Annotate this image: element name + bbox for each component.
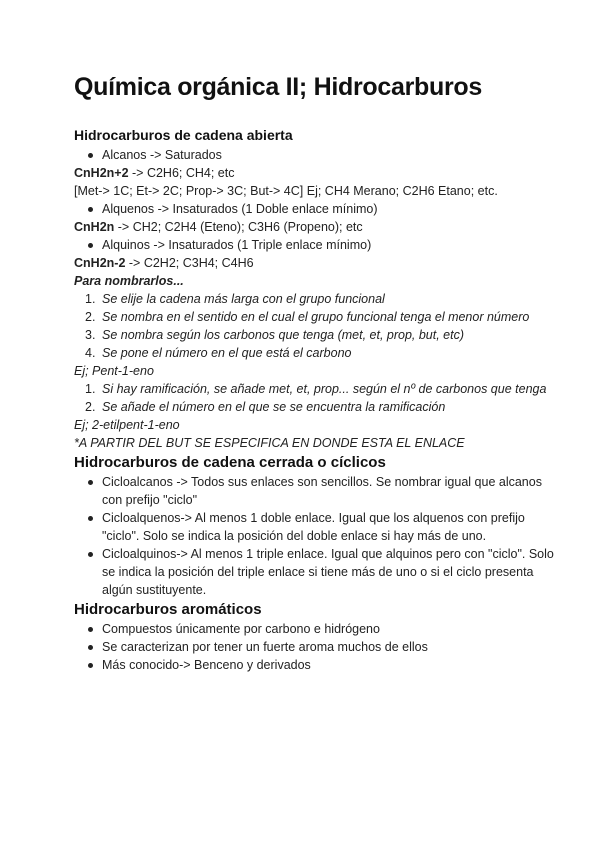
step-text: Se elije la cadena más larga con el grupo funcional (102, 292, 385, 306)
naming-step (85, 290, 561, 308)
enlace-note: *A PARTIR DEL BUT SE ESPECIFICA EN DONDE ESTA EL ENLACE (74, 436, 465, 450)
list-item: Más conocido-> Benceno y derivados (102, 656, 561, 674)
list-item: Compuestos únicamente por carbono e hidrógeno (102, 620, 561, 638)
alkenes-formula-line (74, 218, 561, 236)
step-text: Si hay ramificación, se añade met, et, prop... según el nº de carbonos que tenga (102, 382, 547, 396)
naming-steps-list (74, 290, 561, 362)
list-item: Se caracterizan por tener un fuerte aroma muchos de ellos (102, 638, 561, 656)
aromatic-list (74, 620, 561, 674)
section-heading-aromatic: Hidrocarburos aromáticos (74, 601, 262, 618)
alkynes-bullet: Alquinos -> Insaturados (1 Triple enlace mínimo) (102, 236, 561, 254)
naming-label: Para nombrarlos... (74, 274, 184, 288)
step-number: 1. (85, 382, 96, 396)
page-title: Química orgánica II; Hidrocarburos (74, 73, 482, 101)
example-2-etilpent-1-eno: Ej; 2-etilpent-1-eno (74, 418, 180, 432)
alkenes-list (74, 200, 561, 218)
alkynes-formula-examples: -> C2H2; C3H4; C4H6 (125, 256, 254, 270)
alkanes-list (74, 146, 561, 164)
branch-step (85, 398, 561, 416)
alkynes-formula: CnH2n-2 (74, 256, 126, 270)
step-number: 4. (85, 346, 96, 360)
alkanes-formula-line (74, 164, 561, 182)
alkanes-formula-examples: -> C2H6; CH4; etc (128, 166, 235, 180)
section-heading-open-chain: Hidrocarburos de cadena abierta (74, 127, 293, 143)
alkanes-bullet: Alcanos -> Saturados (102, 146, 561, 164)
alkenes-formula-examples: -> CH2; C2H4 (Eteno); C3H6 (Propeno); etc (114, 220, 363, 234)
step-number: 3. (85, 328, 96, 342)
branch-step (85, 380, 561, 398)
alkenes-bullet: Alquenos -> Insaturados (1 Doble enlace mínimo) (102, 200, 561, 218)
alkanes-formula: CnH2n+2 (74, 166, 129, 180)
closed-chain-list (74, 473, 561, 599)
alkenes-formula: CnH2n (74, 220, 115, 234)
step-text: Se nombra en el sentido en el cual el grupo funcional tenga el menor número (102, 310, 530, 324)
example-pent-1-eno: Ej; Pent-1-eno (74, 364, 154, 378)
list-item: Cicloalquenos-> Al menos 1 doble enlace. Igual que los alquenos con prefijo "ciclo". Solo se indica la posición del doble enlace si hay más de uno. (102, 509, 561, 545)
list-item: Cicloalquinos-> Al menos 1 triple enlace. Igual que alquinos pero con "ciclo". Solo se indica la posición del triple enlace si tiene más de uno o si el ciclo presenta algún sustituyente. (102, 545, 561, 599)
step-number: 2. (85, 400, 96, 414)
naming-step (85, 344, 561, 362)
alkanes-prefixes: [Met-> 1C; Et-> 2C; Prop-> 3C; But-> 4C] Ej; CH4 Merano; C2H6 Etano; etc. (74, 184, 498, 198)
list-item: Cicloalcanos -> Todos sus enlaces son sencillos. Se nombrar igual que alcanos con prefijo "ciclo" (102, 473, 561, 509)
step-text: Se añade el número en el que se se encuentra la ramificación (102, 400, 446, 414)
step-number: 2. (85, 310, 96, 324)
step-text: Se pone el número en el que está el carbono (102, 346, 352, 360)
alkynes-formula-line (74, 254, 561, 272)
step-number: 1. (85, 292, 96, 306)
section-heading-closed-chain: Hidrocarburos de cadena cerrada o cíclicos (74, 454, 386, 471)
naming-step (85, 326, 561, 344)
branch-steps-list (74, 380, 561, 416)
step-text: Se nombra según los carbonos que tenga (met, et, prop, but, etc) (102, 328, 465, 342)
naming-step (85, 308, 561, 326)
alkynes-list (74, 236, 561, 254)
